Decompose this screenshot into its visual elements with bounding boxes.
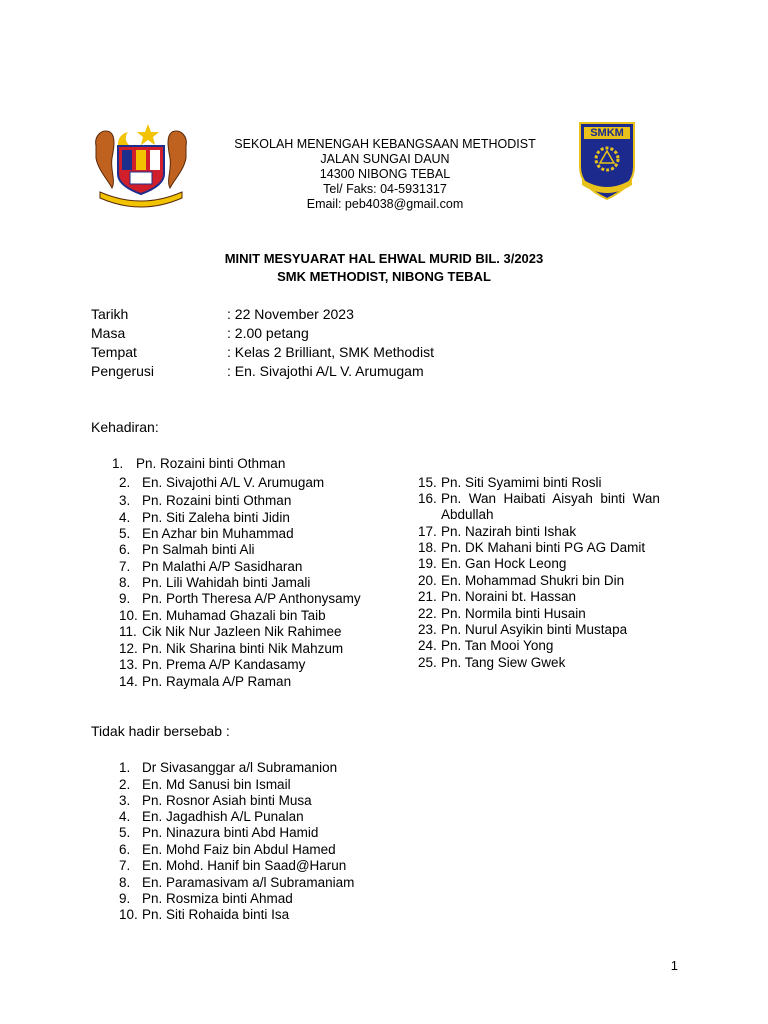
list-item: 18. Pn. DK Mahani binti PG AG Damit [418, 540, 646, 555]
meta-value: : En. Sivajothi A/L V. Arumugam [227, 363, 424, 379]
school-email: Email: peb4038@gmail.com [306, 197, 464, 211]
meta-label: Pengerusi [91, 363, 155, 379]
list-item: 12. Pn. Nik Sharina binti Nik Mahzum [119, 641, 344, 656]
list-item: 20. En. Mohammad Shukri bin Din [418, 573, 625, 588]
school-phone: Tel/ Faks: 04-5931317 [323, 182, 447, 196]
coat-of-arms-logo [90, 118, 192, 208]
meta-label: Tarikh [91, 306, 129, 322]
school-street: JALAN SUNGAI DAUN [320, 152, 450, 166]
meta-value: : Kelas 2 Brilliant, SMK Methodist [227, 344, 434, 360]
list-item: 6. En. Mohd Faiz bin Abdul Hamed [119, 842, 336, 857]
meta-value: : 22 November 2023 [227, 306, 354, 322]
list-item: 4. En. Jagadhish A/L Punalan [119, 809, 304, 824]
list-item: 24. Pn. Tan Mooi Yong [418, 638, 554, 653]
list-item: 2. En. Sivajothi A/L V. Arumugam [119, 475, 325, 490]
list-item: 23. Pn. Nurul Asyikin binti Mustapa [418, 622, 628, 637]
school-badge-logo [578, 121, 636, 201]
meta-label: Masa [91, 325, 126, 341]
list-item: 9. Pn. Porth Theresa A/P Anthonysamy [119, 591, 361, 606]
list-item: 22. Pn. Normila binti Husain [418, 606, 586, 621]
badge-text: SMKM [590, 127, 624, 139]
list-item: 5. Pn. Ninazura binti Abd Hamid [119, 825, 319, 840]
school-header [200, 137, 570, 212]
list-item: 13. Pn. Prema A/P Kandasamy [119, 657, 306, 672]
list-item: 2. En. Md Sanusi bin Ismail [119, 777, 291, 792]
list-item: 10. Pn. Siti Rohaida binti Isa [119, 907, 290, 922]
list-item: 19. En. Gan Hock Leong [418, 556, 567, 571]
list-item: 5. En Azhar bin Muhammad [119, 526, 294, 541]
list-item: 8. Pn. Lili Wahidah binti Jamali [119, 575, 311, 590]
list-item: 15. Pn. Siti Syamimi binti Rosli [418, 475, 602, 490]
list-item: 1. Pn. Rozaini binti Othman [112, 456, 286, 471]
school-name: SEKOLAH MENENGAH KEBANGSAAN METHODIST [234, 137, 536, 151]
list-item: 3. Pn. Rosnor Asiah binti Musa [119, 793, 312, 808]
list-item: 9. Pn. Rosmiza binti Ahmad [119, 891, 293, 906]
list-item: 4. Pn. Siti Zaleha binti Jidin [119, 510, 290, 525]
absent-heading: Tidak hadir bersebab : [91, 723, 230, 739]
list-item: 1. Dr Sivasanggar a/l Subramanion [119, 760, 338, 775]
list-item: 3. Pn. Rozaini binti Othman [119, 493, 292, 508]
list-item: 7. Pn Malathi A/P Sasidharan [119, 559, 303, 574]
list-item: 8. En. Paramasivam a/l Subramaniam [119, 875, 355, 890]
list-item: 14. Pn. Raymala A/P Raman [119, 674, 292, 689]
list-item: 10. En. Muhamad Ghazali bin Taib [119, 608, 326, 623]
title-line-1: MINIT MESYUARAT HAL EHWAL MURID BIL. 3/2023 [224, 251, 544, 266]
attendance-heading: Kehadiran: [91, 419, 159, 435]
list-item: 6. Pn Salmah binti Ali [119, 542, 255, 557]
list-item: 11. Cik Nik Nur Jazleen Nik Rahimee [119, 624, 342, 639]
list-item: 17. Pn. Nazirah binti Ishak [418, 524, 577, 539]
meta-value: : 2.00 petang [227, 325, 309, 341]
title-line-2: SMK METHODIST, NIBONG TEBAL [277, 269, 491, 284]
school-postcode: 14300 NIBONG TEBAL [319, 167, 451, 181]
list-item: 25. Pn. Tang Siew Gwek [418, 655, 566, 670]
list-item: 7. En. Mohd. Hanif bin Saad@Harun [119, 858, 347, 873]
list-item: 16. Pn. Wan Haibati Aisyah binti Wan Abdullah [418, 491, 660, 522]
page-number: 1 [670, 958, 678, 973]
document-title [160, 250, 608, 286]
meta-label: Tempat [91, 344, 137, 360]
list-item: 21. Pn. Noraini bt. Hassan [418, 589, 577, 604]
